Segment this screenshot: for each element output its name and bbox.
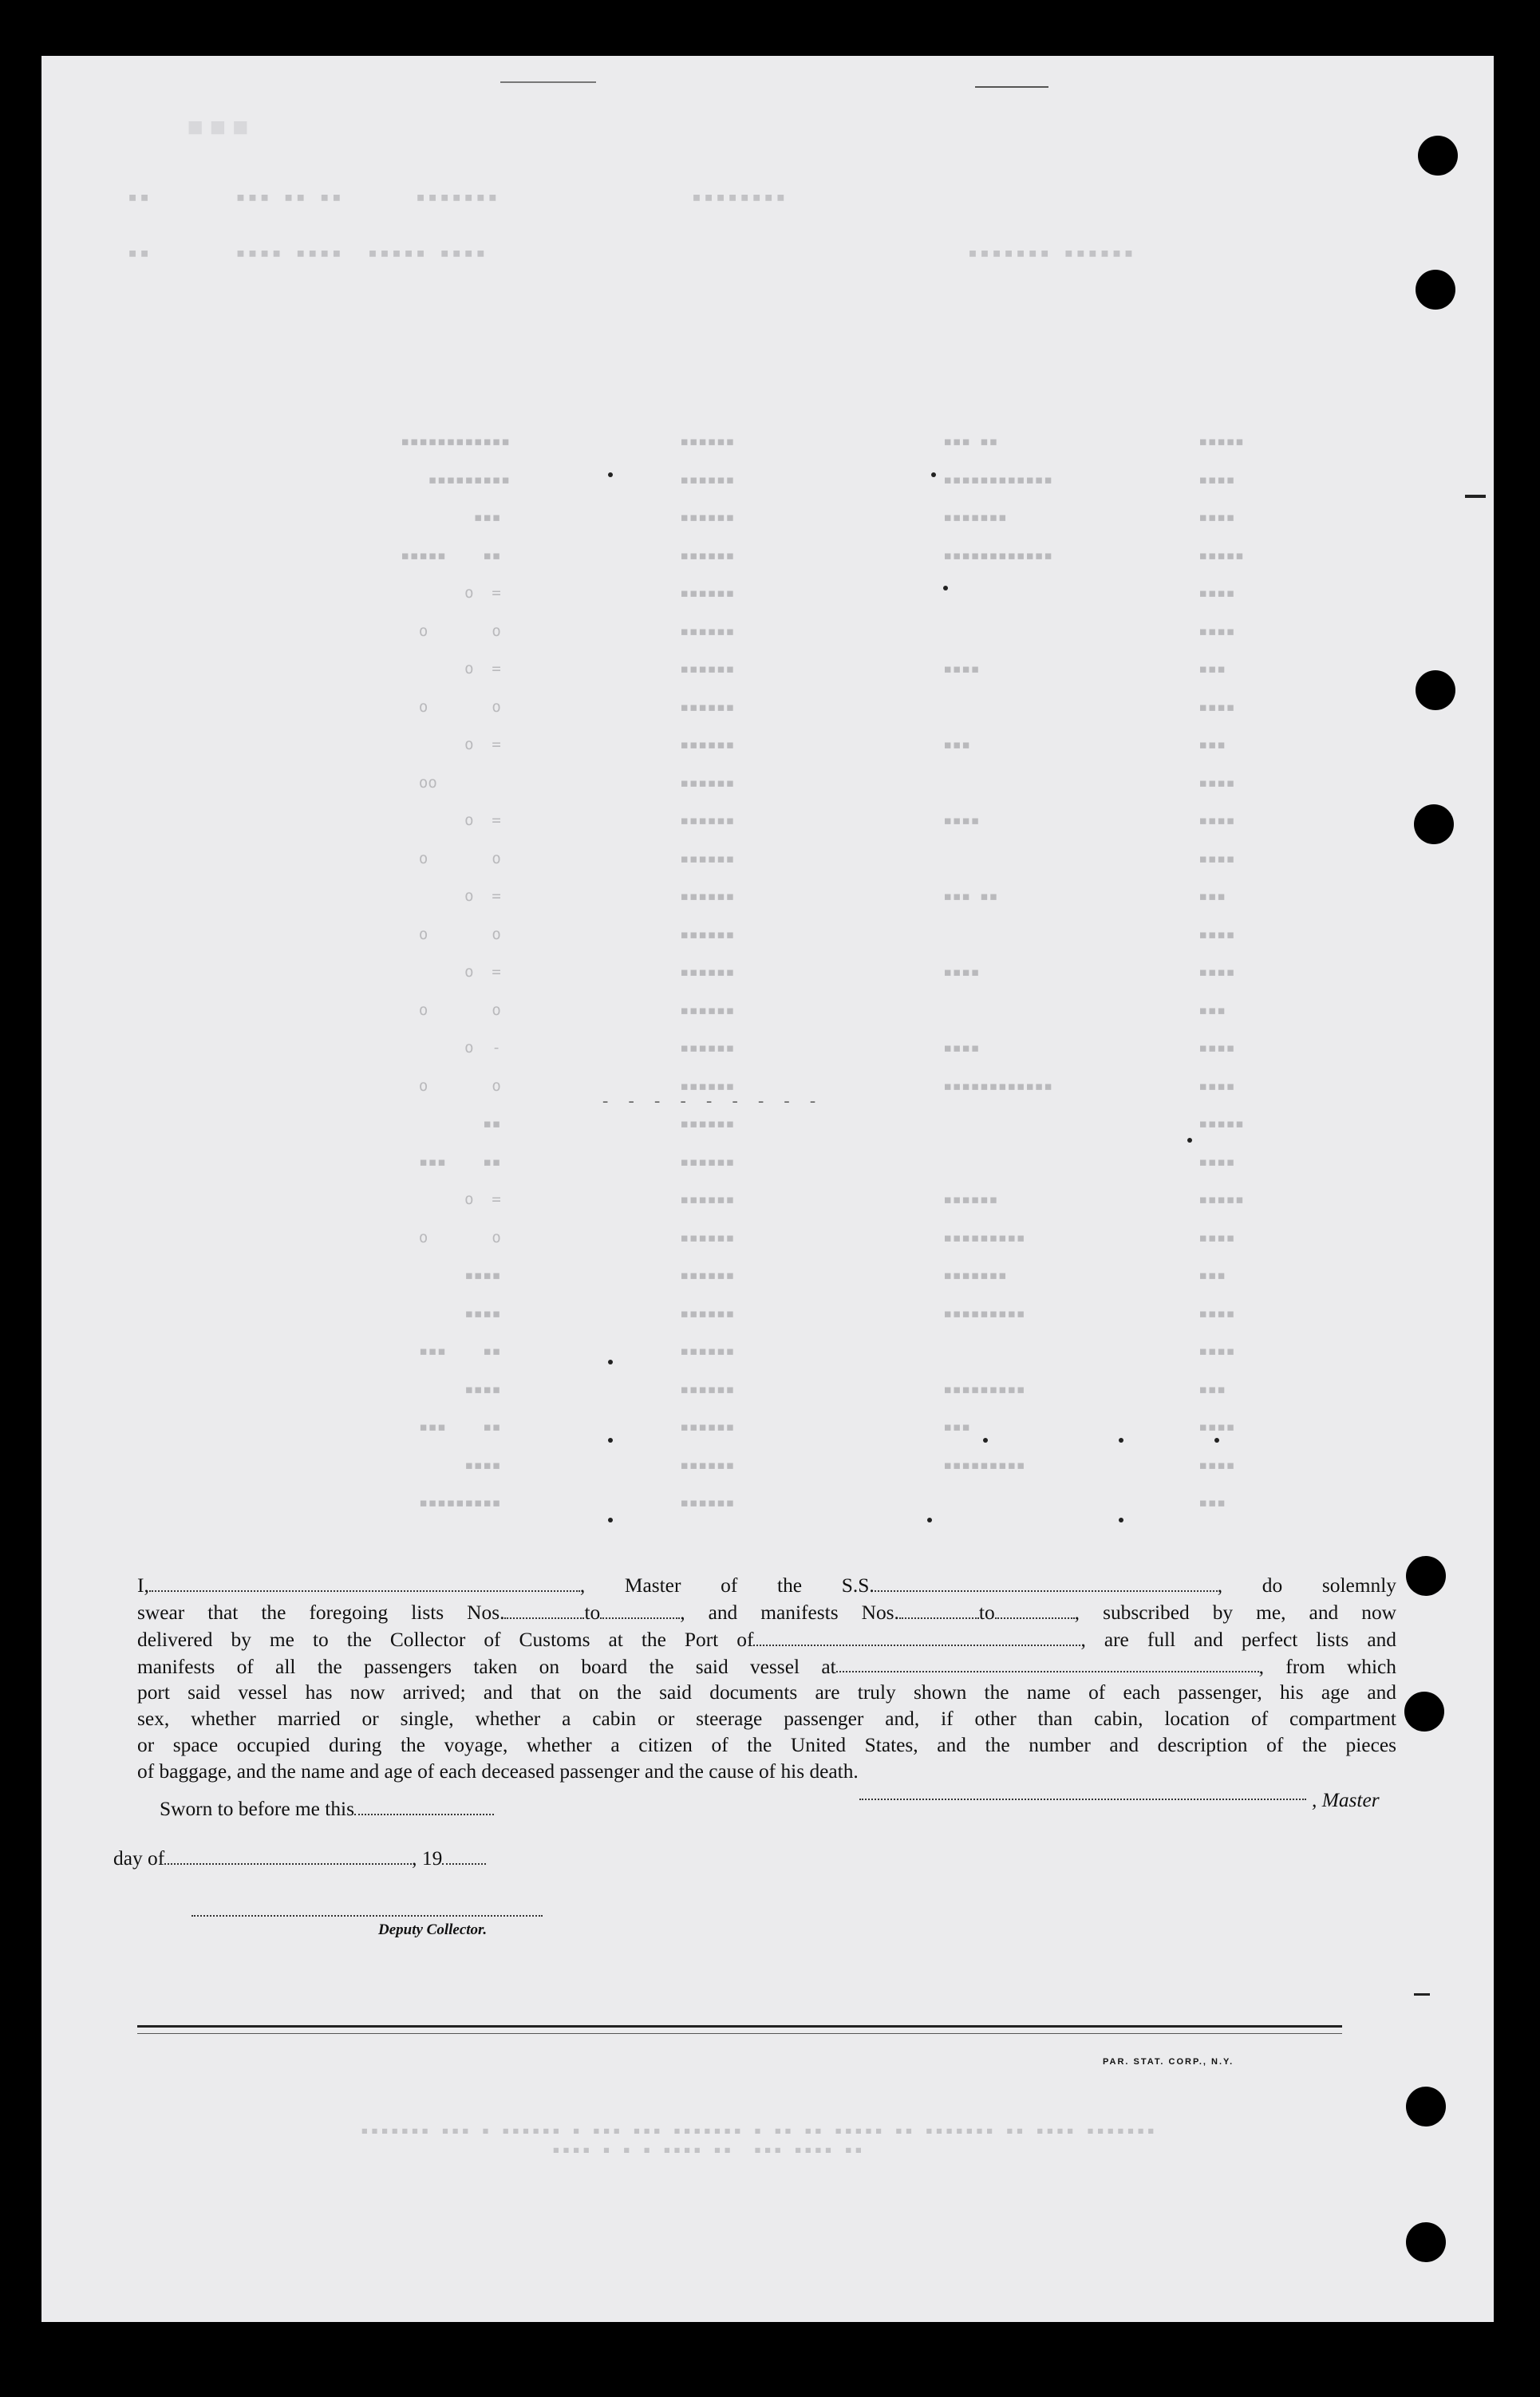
bleed-through-column: ▪▪▪▪▪ ▪▪▪▪ ▪▪▪▪ ▪▪▪▪▪ ▪▪▪▪ ▪▪▪▪ ▪▪▪ ▪▪▪▪ ▪▪▪ ▪▪▪▪ ▪▪▪▪ ▪▪▪▪ ▪▪▪ ▪▪▪▪ ▪▪▪▪ ▪▪▪ ▪▪▪▪ ▪▪▪▪ ▪▪▪▪▪ ▪▪▪▪ ▪▪▪▪▪ ▪▪▪▪ ▪▪▪ ▪▪▪▪ ▪▪▪▪ ▪▪▪ ▪▪▪▪ ▪▪▪▪ ▪▪▪ [1198, 432, 1245, 1511]
deputy-collector-label: Deputy Collector. [378, 1921, 488, 1938]
port-field[interactable] [753, 1626, 1080, 1646]
binder-hole [1404, 1692, 1444, 1732]
edge-mark [1465, 495, 1486, 498]
binder-hole [1406, 2222, 1446, 2262]
ink-dot [608, 1360, 613, 1364]
bleed-through-footer: ▪▪▪▪ ▪ ▪ ▪ ▪▪▪▪ ▪▪ ▪▪▪ ▪▪▪▪ ▪▪ [552, 2142, 865, 2157]
oath-and-manifests: , and manifests Nos. [680, 1601, 899, 1624]
bleed-through-column: ▪▪▪▪▪▪▪▪▪▪▪▪ ▪▪▪▪▪▪▪▪▪ ▪▪▪ ▪▪▪▪▪ ▪▪ o = o o o = o o o = oo o = o o o = o o o = o o o - o o ▪▪ ▪▪▪ ▪▪ o = o o ▪▪▪▪ ▪▪▪▪ ▪▪▪ ▪▪ ▪▪▪▪ ▪▪▪ ▪▪ ▪▪▪▪ ▪▪▪▪▪▪▪▪▪ [401, 432, 511, 1511]
year-field[interactable] [442, 1845, 486, 1865]
ink-dot [1119, 1438, 1123, 1443]
binder-hole [1418, 136, 1458, 176]
manifest-page [41, 56, 1494, 2322]
binder-hole [1416, 270, 1455, 310]
oath-full-perfect: , are full and perfect lists and [1080, 1628, 1396, 1651]
bleed-through-header: ▪▪ ▪▪▪▪ ▪▪▪▪ ▪▪▪▪▪ ▪▪▪▪ ▪▪▪▪▪▪▪ ▪▪▪▪▪▪ [128, 243, 1136, 262]
ink-dot [608, 1518, 613, 1522]
sworn-before [160, 1795, 494, 1821]
sworn-label: Sworn to before me this [160, 1797, 354, 1820]
edge-mark [975, 86, 1048, 88]
lists-from-field[interactable] [504, 1599, 584, 1619]
oath-i: I, [137, 1574, 149, 1597]
embarkation-port-field[interactable] [836, 1653, 1259, 1673]
footer-rule [137, 2033, 1342, 2034]
ink-dot [608, 472, 613, 477]
manifests-from-field[interactable] [899, 1599, 979, 1619]
day-of [113, 1845, 486, 1870]
binder-hole [1414, 804, 1454, 844]
master-signature-line[interactable] [859, 1799, 1306, 1800]
master-name-field[interactable] [149, 1572, 580, 1592]
ink-dot [931, 472, 936, 477]
oath-line-7: or space occupied during the voyage, whether a citizen of the United States, and the number and description of the pieces [137, 1734, 1396, 1757]
manifests-to-field[interactable] [995, 1599, 1075, 1619]
edge-mark [1414, 1993, 1430, 1996]
ship-name-field[interactable] [875, 1572, 1218, 1592]
bleed-through-header: ▪▪ ▪▪▪ ▪▪ ▪▪ ▪▪▪▪▪▪▪ ▪▪▪▪▪▪▪▪ [128, 187, 788, 206]
master-oath [137, 1572, 1396, 1785]
binder-hole [1406, 1556, 1446, 1596]
oath-solemnly: , do solemnly [1217, 1574, 1396, 1597]
master-label: , Master [1312, 1789, 1380, 1811]
ink-dot [943, 586, 948, 590]
oath-to: to [584, 1601, 601, 1624]
oath-line-5: port said vessel has now arrived; and that on the said documents are truly shown the name of each passenger, his age and [137, 1681, 1396, 1704]
bleed-through-footer: ▪▪▪▪▪▪▪ ▪▪▪ ▪ ▪▪▪▪▪▪ ▪ ▪▪▪ ▪▪▪ ▪▪▪▪▪▪▪ ▪ ▪▪ ▪▪ ▪▪▪▪▪ ▪▪ ▪▪▪▪▪▪▪ ▪▪ ▪▪▪▪ ▪▪▪▪▪▪▪ [361, 2123, 1157, 2138]
day-of-label: day of [113, 1846, 165, 1870]
edge-mark [500, 81, 596, 83]
binder-hole [1406, 2087, 1446, 2126]
oath-subscribed: , subscribed by me, and now [1074, 1601, 1396, 1624]
ink-dot [1187, 1138, 1192, 1143]
oath-delivered: delivered by me to the Collector of Customs at the Port of [137, 1628, 754, 1651]
month-field[interactable] [164, 1845, 412, 1865]
lists-to-field[interactable] [600, 1599, 680, 1619]
binder-hole [1416, 670, 1455, 710]
sworn-day-field[interactable] [354, 1795, 494, 1815]
bleed-through-logo: ▪▪▪ [185, 105, 253, 144]
ink-dot [927, 1518, 932, 1522]
bleed-through-column: ▪▪▪▪▪▪ ▪▪▪▪▪▪ ▪▪▪▪▪▪ ▪▪▪▪▪▪ ▪▪▪▪▪▪ ▪▪▪▪▪▪ ▪▪▪▪▪▪ ▪▪▪▪▪▪ ▪▪▪▪▪▪ ▪▪▪▪▪▪ ▪▪▪▪▪▪ ▪▪▪▪▪▪ ▪▪▪▪▪▪ ▪▪▪▪▪▪ ▪▪▪▪▪▪ ▪▪▪▪▪▪ ▪▪▪▪▪▪ ▪▪▪▪▪▪ ▪▪▪▪▪▪ ▪▪▪▪▪▪ ▪▪▪▪▪▪ ▪▪▪▪▪▪ ▪▪▪▪▪▪ ▪▪▪▪▪▪ ▪▪▪▪▪▪ ▪▪▪▪▪▪ ▪▪▪▪▪▪ ▪▪▪▪▪▪ ▪▪▪▪▪▪ [680, 432, 735, 1511]
oath-line-8: of baggage, and the name and age of each deceased passenger and the cause of his death. [137, 1760, 859, 1783]
oath-from-which: , from which [1258, 1655, 1396, 1678]
oath-line-6: sex, whether married or single, whether a cabin or steerage passenger and, if other than cabin, location of compartment [137, 1708, 1396, 1731]
ink-dot [983, 1438, 988, 1443]
ink-dot [1214, 1438, 1219, 1443]
footer-rule [137, 2025, 1342, 2028]
oath-swear-lists: swear that the foregoing lists Nos. [137, 1601, 505, 1624]
bleed-through-dashes: - - - - - - - - - [600, 1092, 821, 1112]
year-label: , 19 [412, 1846, 443, 1870]
oath-master-of: , Master of the S.S. [579, 1574, 875, 1597]
oath-manifests-all: manifests of all the passengers taken on board the said vessel at [137, 1655, 836, 1678]
deputy-signature-line[interactable] [192, 1915, 543, 1917]
ink-dot [608, 1438, 613, 1443]
ink-dot [1119, 1518, 1123, 1522]
printer-mark: PAR. STAT. CORP., N.Y. [1103, 2057, 1234, 2067]
bleed-through-column: ▪▪▪ ▪▪ ▪▪▪▪▪▪▪▪▪▪▪▪ ▪▪▪▪▪▪▪ ▪▪▪▪▪▪▪▪▪▪▪▪ ▪▪▪▪ ▪▪▪ ▪▪▪▪ ▪▪▪ ▪▪ ▪▪▪▪ ▪▪▪▪ ▪▪▪▪▪▪▪▪▪▪▪▪ ▪▪▪▪▪▪ ▪▪▪▪▪▪▪▪▪ ▪▪▪▪▪▪▪ ▪▪▪▪▪▪▪▪▪ ▪▪▪▪▪▪▪▪▪ ▪▪▪ ▪▪▪▪▪▪▪▪▪ [943, 432, 1053, 1474]
oath-to: to [978, 1601, 995, 1624]
